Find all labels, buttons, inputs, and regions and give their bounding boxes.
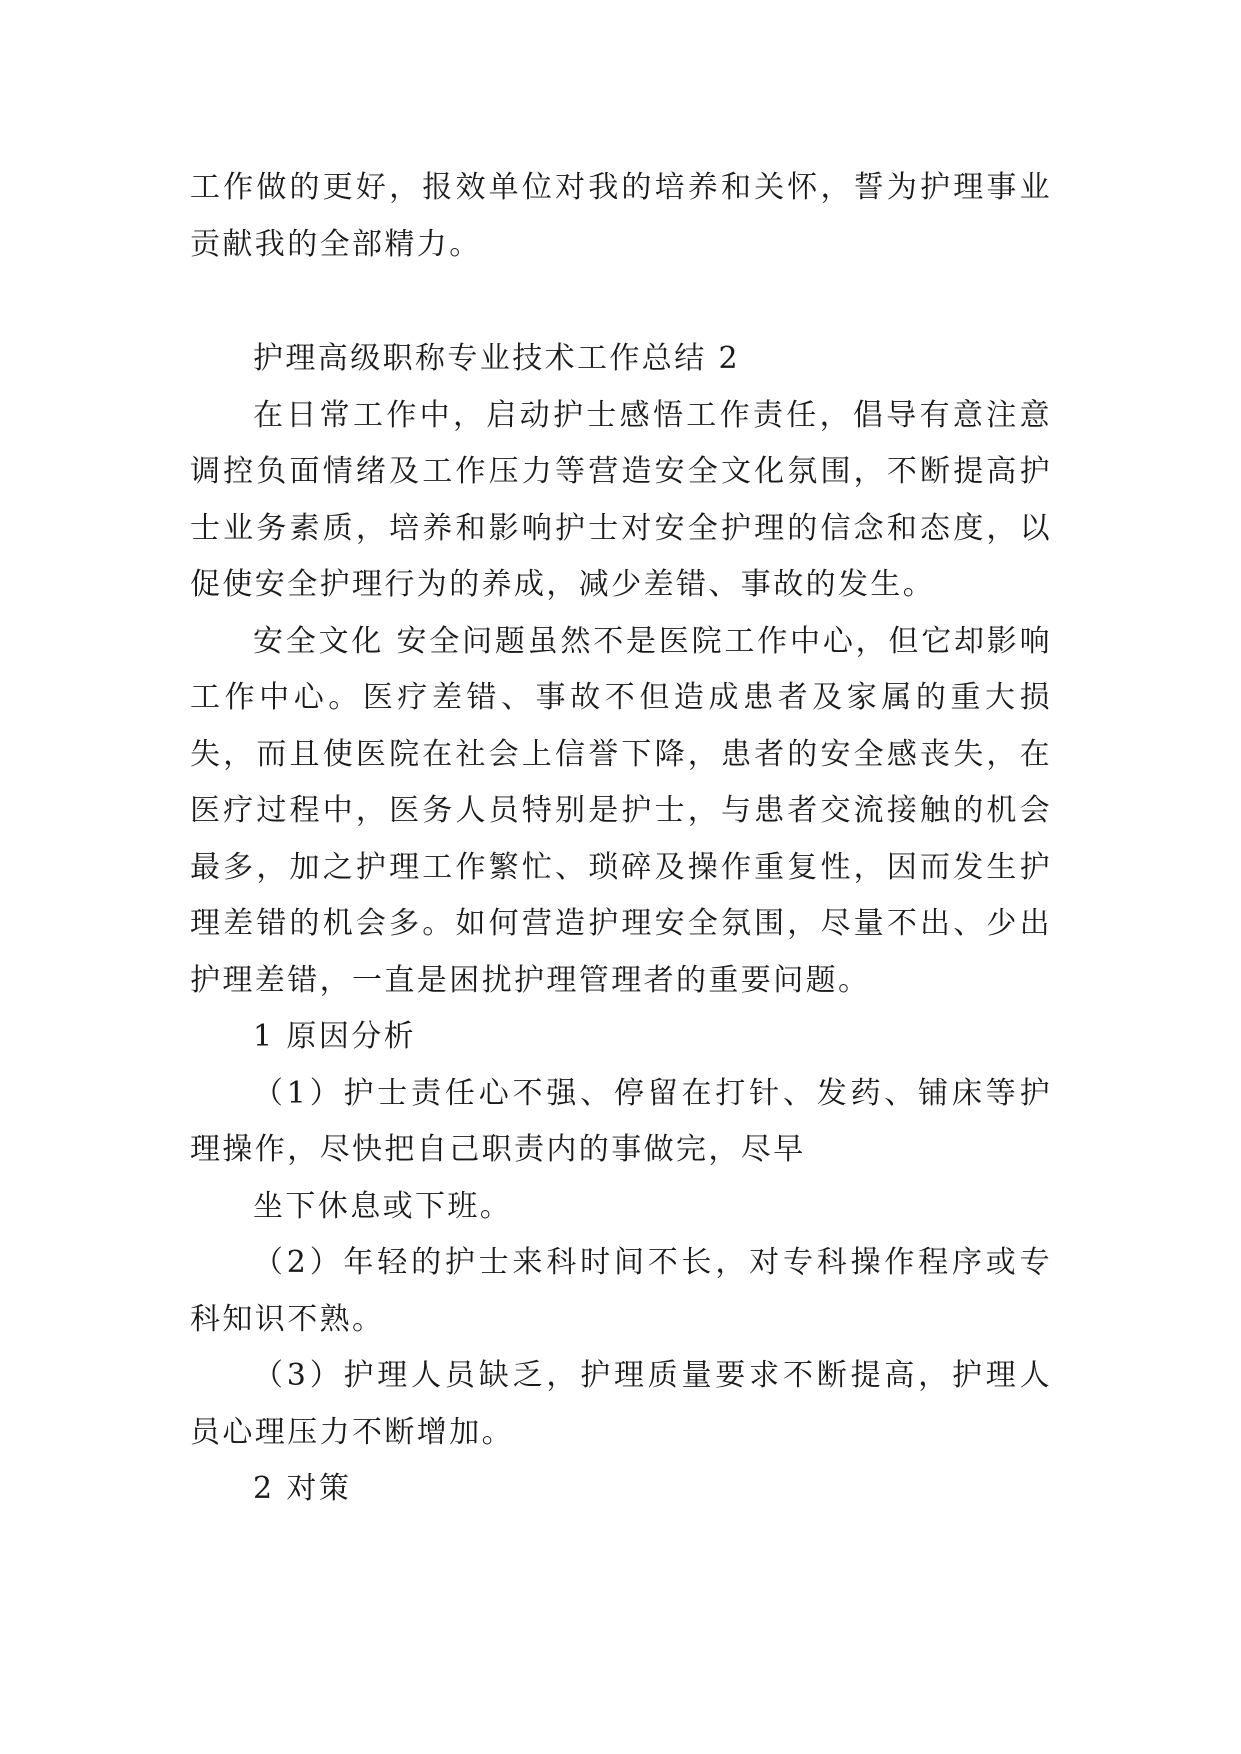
paragraph-continuation: 工作做的更好，报效单位对我的培养和关怀，誓为护理事业贡献我的全部精力。: [190, 170, 1052, 262]
subheading-countermeasures: 2 对策: [253, 1471, 352, 1506]
list-item-cause-3: （3）护理人员缺乏，护理质量要求不断提高，护理人员心理压力不断增加。: [190, 1358, 1052, 1450]
list-item-cause-2: （2）年轻的护士来科时间不长，对专科操作程序或专科知识不熟。: [190, 1245, 1052, 1337]
paragraph-safety-culture: 安全文化 安全问题虽然不是医院工作中心，但它却影响工作中心。医疗差错、事故不但造成患者及家属的重大损失，而且使医院在社会上信誉下降，患者的安全感丧失，在医疗过程中，医务人员特别是护士，与患者交流接触的机会最多，加之护理工作繁忙、琐碎及操作重复性，因而发生护理差错的机会多。如何营造护理安全氛围，尽量不出、少出护理差错，一直是困扰护理管理者的重要问题。: [190, 623, 1052, 998]
paragraph-gap: [190, 273, 1052, 331]
document-body: [190, 160, 1052, 1518]
paragraph-daily-work: 在日常工作中，启动护士感悟工作责任，倡导有意注意调控负面情绪及工作压力等营造安全文化氛围，不断提高护士业务素质，培养和影响护士对安全护理的信念和态度，以促使安全护理行为的养成，减少差错、事故的发生。: [190, 397, 1052, 602]
subheading-cause-analysis: 1 原因分析: [253, 1019, 417, 1054]
list-item-cause-1: （1）护士责任心不强、停留在打针、发药、铺床等护理操作，尽快把自己职责内的事做完，尽早: [190, 1075, 1052, 1167]
list-item-cause-1-continued: 坐下休息或下班。: [253, 1188, 513, 1224]
section-title: 护理高级职称专业技术工作总结 2: [253, 341, 741, 376]
